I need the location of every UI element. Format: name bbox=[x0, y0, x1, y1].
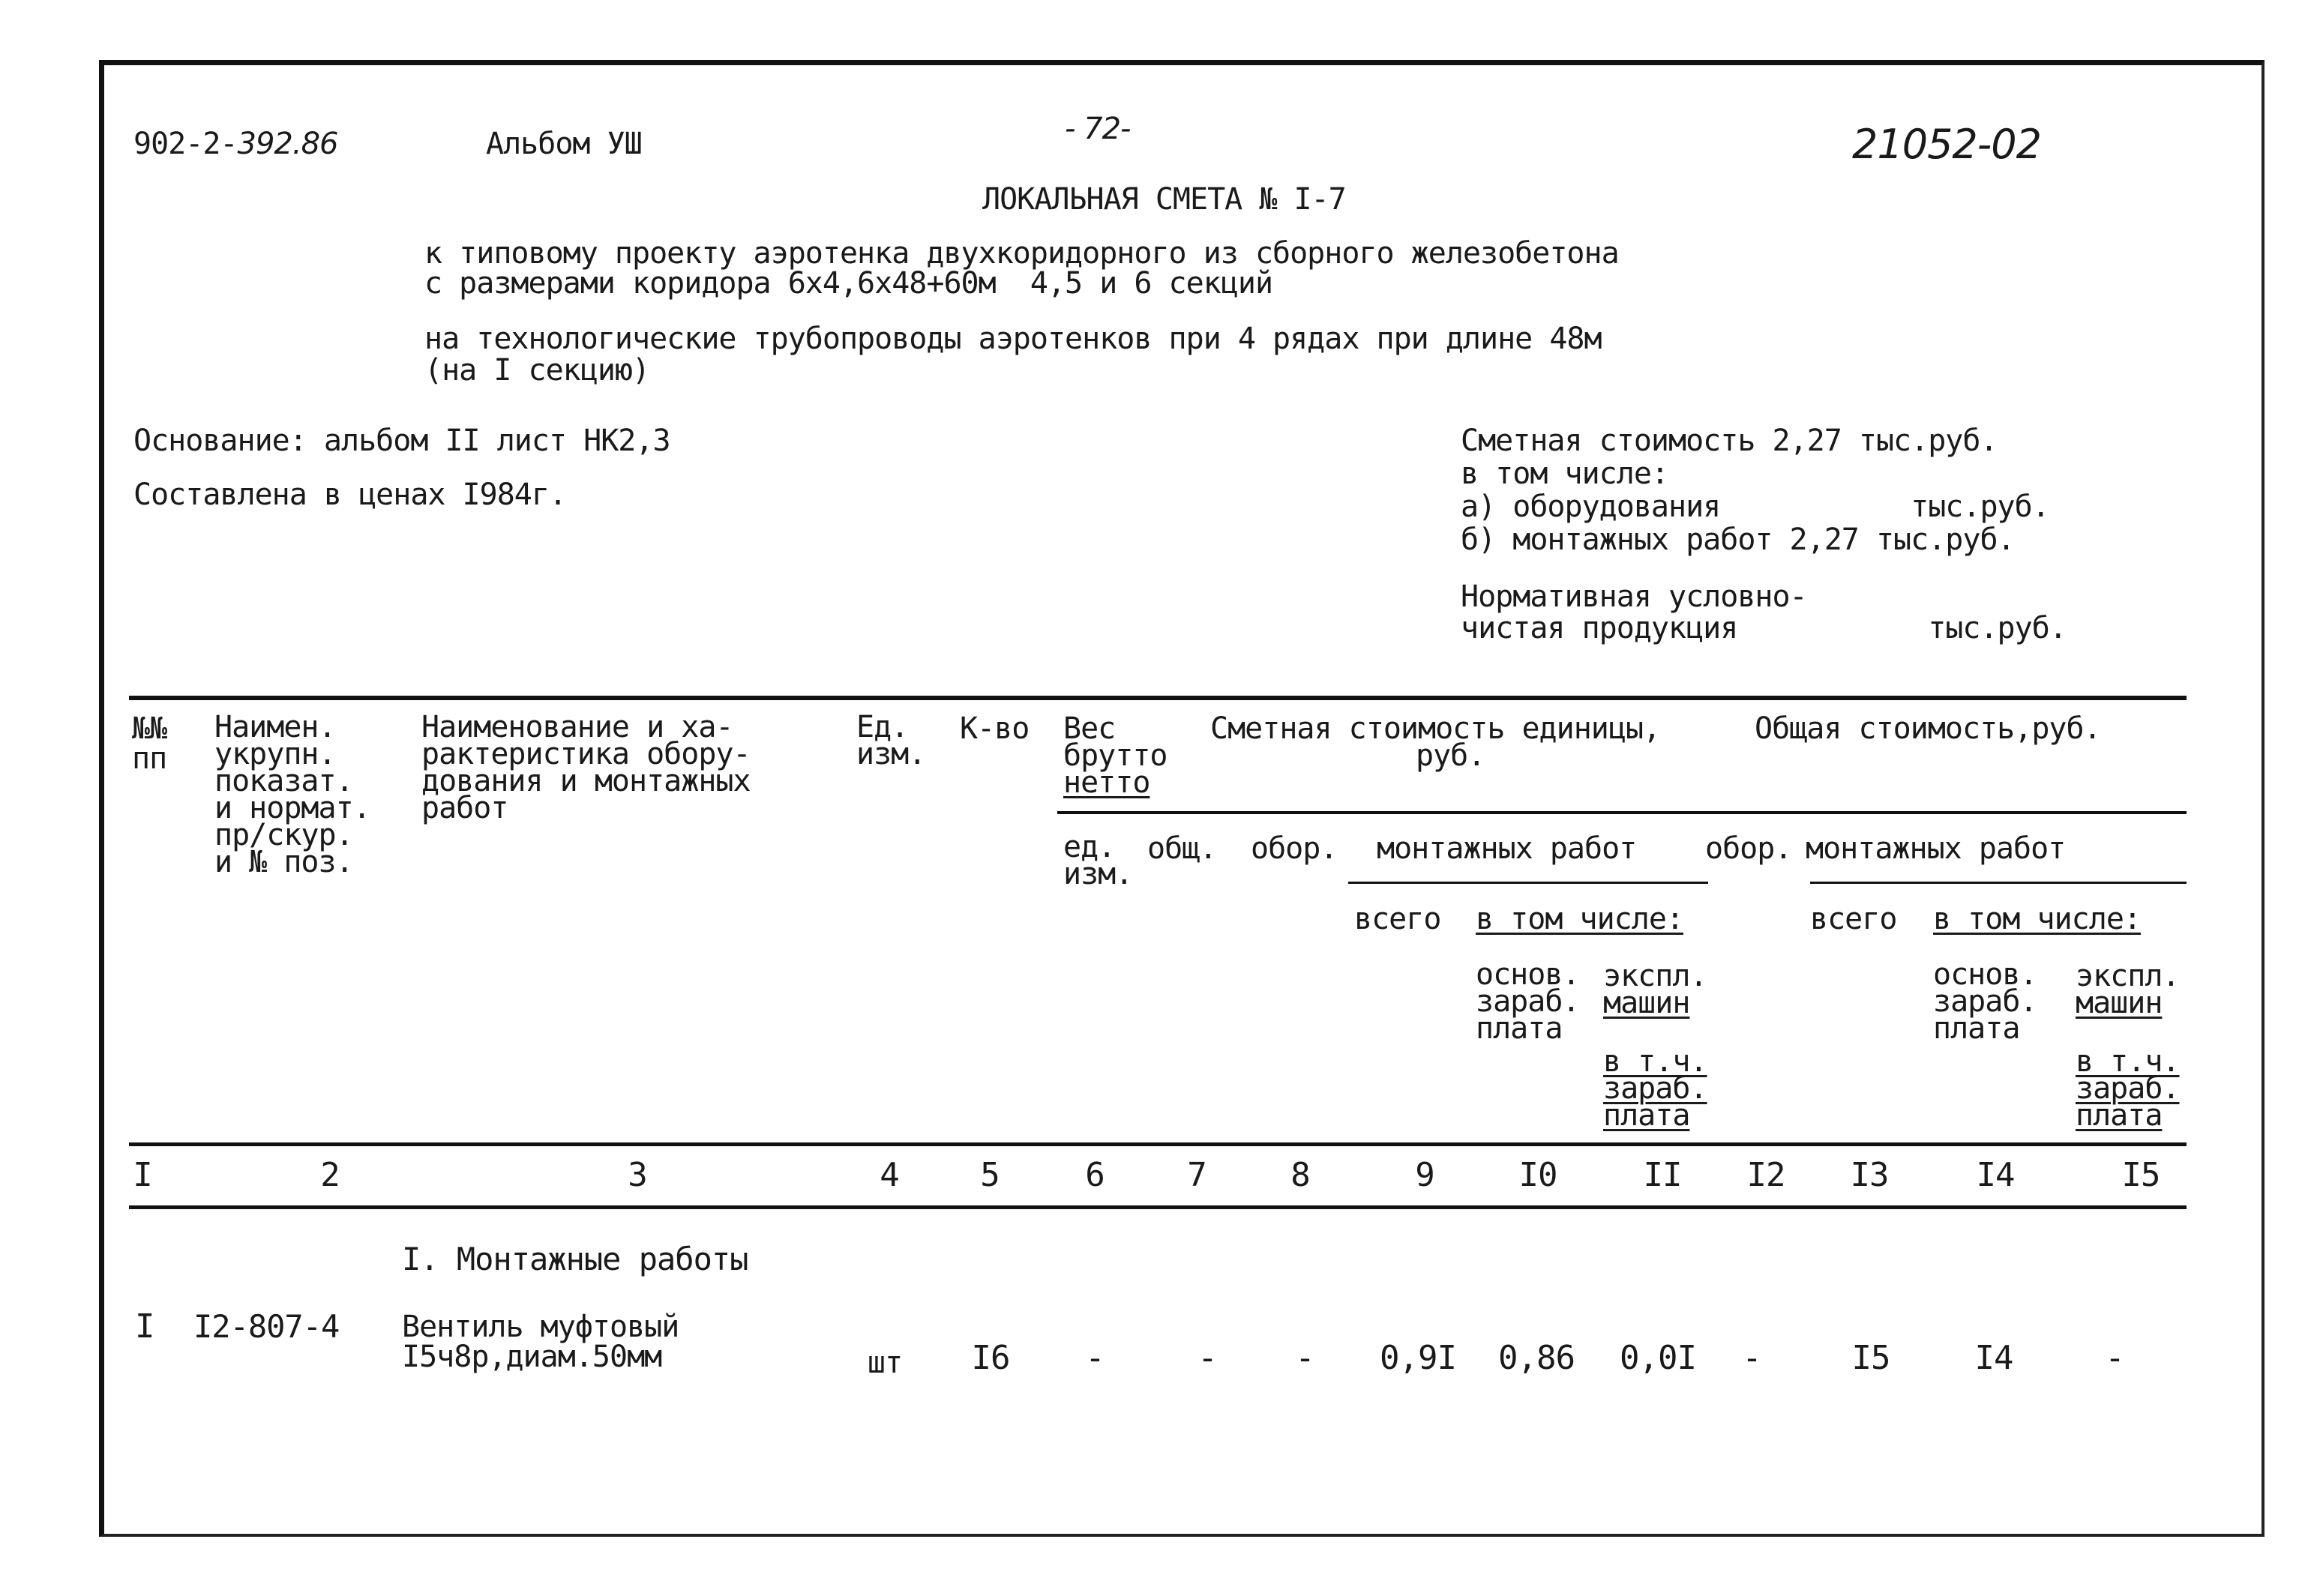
section-title: I. Монтажные работы bbox=[402, 1241, 748, 1277]
inventory-number: 21052-02 bbox=[1852, 121, 2041, 168]
cell-c11: 0,0I bbox=[1620, 1339, 1696, 1377]
col-number: 8 bbox=[1290, 1156, 1310, 1194]
col-number: I4 bbox=[1976, 1156, 2015, 1194]
cell-unit: шт bbox=[867, 1346, 903, 1380]
col-header-machine-wages-1: в т.ч. зараб. плата bbox=[1603, 1044, 1707, 1133]
col-number: 5 bbox=[980, 1156, 1000, 1194]
cell-c13: I5 bbox=[1851, 1339, 1890, 1377]
col-header-total-cost: Общая стоимость,руб. bbox=[1755, 711, 2101, 746]
installation-cost: б) монтажных работ 2,27 тыс.руб. bbox=[1461, 523, 2015, 557]
cell-c10: 0,86 bbox=[1498, 1339, 1575, 1377]
rule-install-1 bbox=[1348, 882, 1708, 884]
col-header-wages-2: основ. зараб. плата bbox=[1933, 957, 2037, 1046]
col-header-qty: К-во bbox=[960, 711, 1030, 746]
col-header-machine-wages-2: в т.ч. зараб. плата bbox=[2076, 1044, 2180, 1133]
col-header-wages-1: основ. зараб. плата bbox=[1476, 957, 1580, 1046]
page-number: - 72- bbox=[1065, 112, 1131, 146]
col-number: 6 bbox=[1085, 1156, 1105, 1194]
col-header-ed-izm: ед. изм. bbox=[1063, 830, 1133, 891]
col-number: I3 bbox=[1850, 1156, 1889, 1194]
subtitle-line-4: (на I секцию) bbox=[424, 353, 650, 388]
col-header-machines-2b: машин bbox=[2076, 986, 2163, 1020]
document-title: ЛОКАЛЬНАЯ СМЕТА № I-7 bbox=[982, 182, 1346, 217]
cell-c9: 0,9I bbox=[1380, 1339, 1456, 1377]
col-number: 4 bbox=[880, 1156, 899, 1194]
cell-number: I bbox=[135, 1307, 154, 1346]
subtitle-line-2: с размерами коридора 6x4,6x48+60м 4,5 и 6 секций bbox=[424, 266, 1273, 301]
col-header-unit-cost: Сметная стоимость единицы, bbox=[1210, 711, 1661, 746]
col-number: I0 bbox=[1518, 1156, 1557, 1194]
col-header-machines-2: экспл. bbox=[2076, 959, 2180, 993]
col-number: I2 bbox=[1746, 1156, 1785, 1194]
col-header-install-2: монтажных работ bbox=[1806, 831, 2066, 866]
cell-c14: I4 bbox=[1974, 1339, 2013, 1377]
basis-line: Основание: альбом II лист НК2,3 bbox=[133, 424, 670, 458]
col-header-equip-1: обор. bbox=[1251, 831, 1338, 866]
cell-c7: - bbox=[1197, 1339, 1217, 1377]
cell-norm: I2-807-4 bbox=[193, 1308, 340, 1345]
col-number: I bbox=[133, 1156, 152, 1194]
col-number: 3 bbox=[628, 1156, 647, 1194]
doc-code: 902-2-392.86 bbox=[133, 127, 338, 161]
table-top-rule bbox=[129, 696, 2187, 700]
col-header-install-1: монтажных работ bbox=[1377, 831, 1637, 866]
cell-c12: - bbox=[1742, 1339, 1761, 1377]
cell-qty: I6 bbox=[971, 1339, 1010, 1377]
col-header-unit-cost-rub: руб. bbox=[1416, 738, 1485, 773]
col-header-including-1: в том числе: bbox=[1476, 902, 1683, 936]
cell-name-line-1: Вентиль муфтовый bbox=[402, 1310, 679, 1344]
cell-c15: - bbox=[2105, 1339, 2124, 1377]
col-header-total-1: всего bbox=[1354, 902, 1441, 936]
normative-line-1: Нормативная условно- bbox=[1461, 579, 1807, 614]
equipment-cost: а) оборудования тыс.руб. bbox=[1461, 490, 2049, 524]
album-label: Альбом УШ bbox=[486, 127, 642, 161]
including-label: в том числе: bbox=[1461, 457, 1668, 491]
col-number: 7 bbox=[1187, 1156, 1206, 1194]
cell-c8: - bbox=[1295, 1339, 1314, 1377]
col-number: II bbox=[1643, 1156, 1682, 1194]
col-header-name: Наименование и ха- рактеристика обору- дования и монтажных работ bbox=[421, 710, 751, 825]
cell-name-line-2: I5ч8р,диам.50мм bbox=[402, 1340, 662, 1374]
subtitle-line-1: к типовому проекту аэротенка двухкоридорного из сборного железобетона bbox=[424, 236, 1619, 271]
col-header-unit: Ед. изм. bbox=[856, 710, 926, 771]
cell-c6: - bbox=[1085, 1339, 1105, 1377]
col-header-machines-1: экспл. bbox=[1603, 959, 1707, 993]
col-number: 2 bbox=[320, 1156, 340, 1194]
col-header-weight: Вес bbox=[1063, 711, 1116, 746]
normative-line-2: чистая продукция тыс.руб. bbox=[1461, 611, 2067, 645]
rule-unit-cost bbox=[1057, 811, 2187, 814]
col-header-number: №№ пп bbox=[132, 711, 167, 776]
col-header-net: нетто bbox=[1063, 765, 1150, 800]
price-level-line: Составлена в ценах I984г. bbox=[133, 478, 567, 512]
rule-after-col-numbers bbox=[129, 1205, 2187, 1209]
rule-before-col-numbers bbox=[129, 1142, 2187, 1146]
col-number: 9 bbox=[1415, 1156, 1434, 1194]
col-header-norm: Наимен. укрупн. показат. и нормат. пр/скур. и № поз. bbox=[214, 710, 370, 879]
col-header-total-2: всего bbox=[1810, 902, 1897, 936]
col-header-machines-1b: машин bbox=[1603, 986, 1690, 1020]
col-header-including-2: в том числе: bbox=[1933, 902, 2141, 936]
col-header-gross: брутто bbox=[1063, 738, 1167, 773]
col-number: I5 bbox=[2121, 1156, 2160, 1194]
rule-install-2 bbox=[1810, 882, 2187, 884]
subtitle-line-3: на технологические трубопроводы аэротенков при 4 рядах при длине 48м bbox=[424, 322, 1602, 356]
col-header-obsh: общ. bbox=[1147, 831, 1217, 866]
estimated-cost: Сметная стоимость 2,27 тыс.руб. bbox=[1461, 424, 1998, 458]
col-header-equip-2: обор. bbox=[1705, 831, 1792, 866]
